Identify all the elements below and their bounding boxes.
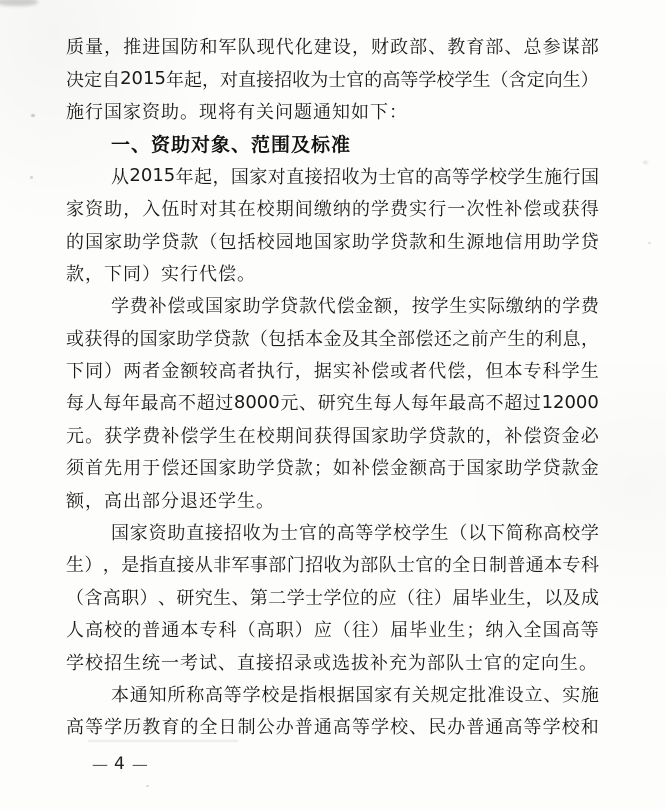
text-line: 学 费 补 偿 或 国 家 助 学 贷 款 代 偿 金 额 ， 按 学 生 实 际 缴 纳 的 学 费 (111, 296, 599, 318)
text-line: 学校招生统一考试、直接招录或选拔补充为部队士官的定向生。 (66, 652, 598, 674)
text-line: 国 家 资 助 直 接 招 收 为 士 官 的 高 等 学 校 学 生 （ 以 下 简 称 高 校 学 (111, 523, 599, 545)
text-line: 生 ） ， 是 指 直 接 从 非 军 事 部 门 招 收 为 部 队 士 官 的 全 日 制 普 通 本 专 科 (66, 555, 599, 577)
text-line: 决 定 自 2015 年 起 ， 对 直 接 招 收 为 士 官 的 高 等 学 校 学 生 （ 含 定 向 生 ） (66, 68, 599, 91)
text-line: 施行国家资助。现将有关问题通知如下： (66, 101, 408, 123)
scan-artifact-smudge (0, 0, 38, 6)
text-line: 元 。 获 学 费 补 偿 学 生 在 校 期 间 获 得 国 家 助 学 贷 款 的 ， 补 偿 资 金 必 (66, 425, 599, 447)
text-line: 每 人 每 年 最 高 不 超 过 8000 元 、 研 究 生 每 人 每 年 最 高 不 超 过 12000 (66, 391, 599, 415)
text-line: （ 含 高 职 ） 、 研 究 生 、 第 二 学 士 学 位 的 应 （ 往 ） 届 毕 业 生 ， 以 及 成 (66, 587, 599, 609)
text-line: 家 资 助 ， 入 伍 时 对 其 在 校 期 间 缴 纳 的 学 费 实 行 一 次 性 补 偿 或 获 得 (66, 199, 599, 221)
scan-artifact-speck (30, 176, 33, 179)
footer-dash: — (92, 754, 107, 774)
text-line: 人 高 校 的 普 通 本 专 科 （ 高 职 ） 应 （ 往 ） 届 毕 业 生 ； 纳 入 全 国 高 等 (66, 620, 599, 642)
text-line: 从 2015 年 起 ， 国 家 对 直 接 招 收 为 士 官 的 高 等 学 校 学 生 施 行 国 (111, 165, 599, 188)
text-line: 本 通 知 所 称 高 等 学 校 是 指 根 据 国 家 有 关 规 定 批 准 设 立 、 实 施 (111, 685, 599, 706)
document-body (66, 30, 599, 743)
text-line: 须 首 先 用 于 偿 还 国 家 助 学 贷 款 ； 如 补 偿 金 额 高 于 国 家 助 学 贷 款 金 (66, 458, 599, 480)
scan-artifact-speck (31, 114, 35, 117)
text-line: 的 国 家 助 学 贷 款 （ 包 括 校 园 地 国 家 助 学 贷 款 和 生 源 地 信 用 助 学 贷 (66, 231, 599, 253)
text-line: 款，下同）实行代偿。 (66, 263, 256, 285)
text-line: 质 量 ， 推 进 国 防 和 军 队 现 代 化 建 设 ， 财 政 部 、 教 育 部 、 总 参 谋 部 (66, 37, 599, 59)
text-line: 下 同 ） 两 者 金 额 较 高 者 执 行 ， 据 实 补 偿 或 者 代 偿 ， 但 本 专 科 学 生 (66, 361, 599, 383)
scan-artifact-speck (643, 161, 648, 164)
text-line: 额，高出部分退还学生。 (66, 490, 275, 512)
footer-dash: — (131, 754, 147, 774)
page-number-footer (92, 754, 147, 774)
scan-artifact-speck (146, 785, 149, 787)
text-line: 高 等 学 历 教 育 的 全 日 制 公 办 普 通 高 等 学 校 、 民 办 普 通 高 等 学 校 和 (66, 717, 599, 739)
footer-page-number: 4 (114, 754, 125, 774)
section-heading: 一、资助对象、范围及标准 (111, 133, 352, 156)
text-line: 或 获 得 的 国 家 助 学 贷 款 （ 包 括 本 金 及 其 全 部 偿 还 之 前 产 生 的 利 息 ， (66, 328, 599, 350)
scan-artifact-speck (648, 242, 651, 244)
